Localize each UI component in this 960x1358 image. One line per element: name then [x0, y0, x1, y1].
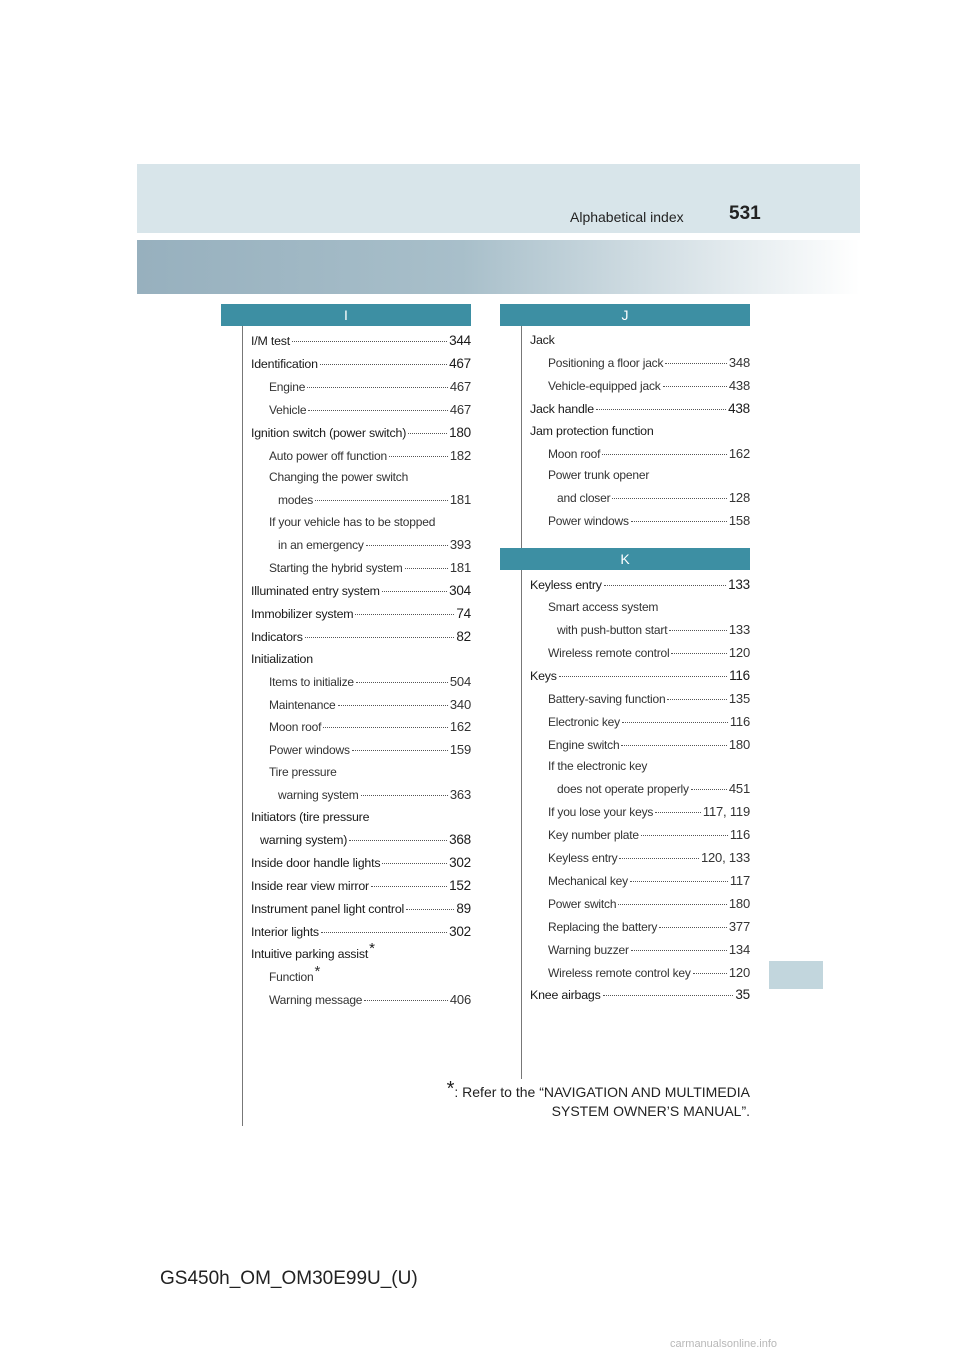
- index-entry: [530, 824, 750, 847]
- index-entry-text: Keys: [530, 668, 557, 683]
- leader-dots: [338, 705, 448, 706]
- index-entry-text: Engine switch: [548, 737, 620, 752]
- index-entry: [530, 421, 750, 443]
- index-entry-text: Moon roof: [269, 720, 322, 735]
- leader-dots: [691, 789, 727, 790]
- leader-dots: [663, 386, 727, 387]
- index-entry-text: Wireless remote control: [548, 645, 670, 660]
- index-entry-page: 152: [449, 877, 471, 893]
- index-entry-text: Inside rear view mirror: [251, 878, 369, 893]
- index-entry: [251, 875, 471, 898]
- index-entry-page: 302: [449, 854, 471, 870]
- index-column-right: [521, 304, 750, 1007]
- leader-dots: [665, 363, 727, 364]
- leader-dots: [320, 364, 447, 365]
- index-entry: [251, 739, 471, 762]
- leader-dots: [349, 840, 447, 841]
- index-entry: [251, 716, 471, 739]
- index-entry: [530, 375, 750, 398]
- index-list-i: [242, 326, 471, 1012]
- leader-dots: [356, 682, 448, 683]
- leader-dots: [630, 881, 728, 882]
- index-entry: [251, 762, 471, 784]
- index-entry: [530, 847, 750, 870]
- index-entry-page: 438: [728, 377, 750, 393]
- index-entry-page: 180: [728, 895, 750, 911]
- leader-dots: [671, 653, 726, 654]
- index-entry: [251, 603, 471, 626]
- index-entry-text: Vehicle: [269, 402, 307, 417]
- index-entry-text: Keyless entry: [530, 578, 602, 593]
- index-entry-text: Instrument panel light control: [251, 901, 405, 916]
- leader-dots: [321, 932, 447, 933]
- index-entry-text: Power windows: [269, 743, 350, 758]
- index-entry-text: Replacing the battery: [548, 919, 658, 934]
- section-banner: [137, 240, 860, 294]
- footnote-star: *: [314, 963, 321, 981]
- index-entry-text: Key number plate: [548, 828, 639, 843]
- index-entry-text: Function: [269, 970, 314, 985]
- leader-dots: [408, 433, 447, 434]
- index-entry-text: Warning buzzer: [548, 942, 629, 957]
- leader-dots: [621, 745, 726, 746]
- index-entry-text: Ignition switch (power switch): [251, 425, 407, 440]
- index-entry-page: 180: [728, 736, 750, 752]
- index-entry-text: and closer: [557, 491, 611, 506]
- index-entry: [530, 778, 750, 801]
- index-entry-page: 348: [728, 354, 750, 370]
- watermark: carmanualsonline.info: [670, 1338, 778, 1350]
- index-entry-text: If you lose your keys: [548, 805, 654, 820]
- index-entry-text: Auto power off function: [269, 448, 387, 463]
- index-entry-text: modes: [278, 493, 314, 508]
- leader-dots: [622, 722, 728, 723]
- leader-dots: [382, 863, 447, 864]
- index-entry-page: 504: [449, 673, 471, 689]
- index-entry: [251, 784, 471, 807]
- leader-dots: [631, 950, 727, 951]
- index-entry-page: 120, 133: [700, 850, 750, 866]
- index-entry-text: Vehicle-equipped jack: [548, 378, 661, 393]
- leader-dots: [612, 498, 727, 499]
- index-entry-text: Jack handle: [530, 401, 594, 416]
- index-entry: [251, 898, 471, 921]
- index-entry-page: 82: [456, 628, 471, 644]
- index-entry: [530, 465, 750, 487]
- leader-dots: [389, 456, 448, 457]
- leader-dots: [406, 909, 454, 910]
- index-entry-page: 406: [449, 992, 471, 1008]
- index-entry: [251, 489, 471, 512]
- index-entry-page: 340: [449, 696, 471, 712]
- index-entry-page: 134: [728, 941, 750, 957]
- index-entry: [530, 443, 750, 466]
- index-entry: [251, 921, 471, 944]
- index-entry-text: Warning message: [269, 993, 363, 1008]
- leader-dots: [307, 387, 448, 388]
- index-entry-text: Indicators: [251, 629, 303, 644]
- leader-dots: [669, 630, 727, 631]
- leader-dots: [655, 812, 701, 813]
- leader-dots: [305, 637, 455, 638]
- index-list-j: [521, 326, 750, 533]
- index-entry-page: 120: [728, 644, 750, 660]
- index-entry: [251, 989, 471, 1012]
- index-entry-text: Wireless remote control key: [548, 965, 691, 980]
- leader-dots: [619, 858, 699, 859]
- index-entry: [251, 671, 471, 694]
- leader-dots: [366, 545, 448, 546]
- index-entry-page: 74: [456, 605, 471, 621]
- leader-dots: [602, 454, 727, 455]
- leader-dots: [693, 973, 727, 974]
- index-entry-page: 377: [728, 918, 750, 934]
- index-entry-page: 35: [735, 987, 750, 1003]
- index-entry-text: Knee airbags: [530, 988, 601, 1003]
- index-column-left: [242, 304, 471, 1012]
- page-title: Alphabetical index: [570, 209, 684, 225]
- index-entry-text: in an emergency: [278, 538, 364, 553]
- index-entry-text: Immobilizer system: [251, 606, 354, 621]
- index-entry-text: I/M test: [251, 334, 291, 348]
- index-entry-text: Intuitive parking assist: [251, 947, 369, 962]
- index-entry-text: Maintenance: [269, 697, 336, 712]
- index-entry-text: warning system: [278, 788, 359, 803]
- index-entry-text: Engine: [269, 379, 306, 394]
- section-header-k: K: [500, 548, 750, 570]
- index-entry-text: Tire pressure: [269, 765, 337, 780]
- index-entry: [530, 510, 750, 533]
- leader-dots: [352, 750, 448, 751]
- chapter-side-tab: [769, 961, 823, 989]
- index-entry-page: 116: [729, 713, 750, 729]
- index-entry-page: 89: [456, 900, 471, 916]
- index-entry-text: If your vehicle has to be stopped: [269, 515, 436, 530]
- index-entry-page: 158: [728, 513, 750, 529]
- index-entry-page: 162: [449, 719, 471, 735]
- index-entry-text: Initialization: [251, 651, 313, 666]
- index-entry-page: 133: [728, 621, 750, 637]
- leader-dots: [631, 521, 727, 522]
- index-entry: [251, 807, 471, 829]
- index-entry-page: 363: [449, 787, 471, 803]
- index-entry: [530, 756, 750, 778]
- leader-dots: [596, 409, 726, 410]
- index-entry-text: Keyless entry: [548, 851, 618, 866]
- index-entry: [530, 487, 750, 510]
- leader-dots: [618, 904, 727, 905]
- index-entry-page: 467: [449, 355, 471, 371]
- leader-dots: [355, 614, 454, 615]
- footnote-line-1: : Refer to the “NAVIGATION AND MULTIMEDIA: [454, 1084, 750, 1100]
- index-entry-text: Inside door handle lights: [251, 855, 381, 870]
- index-entry: [530, 597, 750, 619]
- footnote-line-2: SYSTEM OWNER’S MANUAL”.: [551, 1103, 750, 1119]
- index-entry: [251, 376, 471, 399]
- document-code: GS450h_OM_OM30E99U_(U): [160, 1268, 418, 1289]
- index-entry-page: 368: [449, 831, 471, 847]
- index-entry-page: 135: [728, 690, 750, 706]
- index-entry-page: 304: [449, 582, 471, 598]
- footnote-star: *: [446, 1078, 455, 1101]
- index-entry-text: Changing the power switch: [269, 470, 409, 485]
- index-entry-page: 302: [449, 923, 471, 939]
- index-entry: [530, 574, 750, 597]
- index-entry-text: Jam protection function: [530, 423, 654, 438]
- leader-dots: [361, 795, 448, 796]
- leader-dots: [659, 927, 727, 928]
- index-entry-text: Illuminated entry system: [251, 583, 380, 598]
- section-header-i: I: [221, 304, 471, 326]
- footnote: [400, 1078, 750, 1121]
- index-entry: [251, 852, 471, 875]
- index-entry: [530, 916, 750, 939]
- index-entry-page: 451: [728, 781, 750, 797]
- index-entry-page: 117: [729, 872, 750, 888]
- index-entry: [530, 688, 750, 711]
- index-entry: [251, 557, 471, 580]
- index-entry: [530, 734, 750, 757]
- index-entry-text: Mechanical key: [548, 873, 628, 888]
- page-number: 531: [729, 203, 761, 224]
- index-entry-text: with push-button start: [557, 622, 668, 637]
- leader-dots: [667, 699, 726, 700]
- index-entry-page: 128: [728, 490, 750, 506]
- index-entry: [251, 694, 471, 717]
- index-entry: [251, 512, 471, 534]
- index-entry-text: Power trunk opener: [548, 468, 650, 483]
- index-entry: [530, 939, 750, 962]
- index-entry-page: 181: [449, 560, 471, 576]
- index-entry-page: 438: [728, 400, 750, 416]
- index-entry-text: does not operate properly: [557, 782, 689, 797]
- index-entry-page: 133: [728, 577, 750, 593]
- index-entry-text: Battery-saving function: [548, 691, 666, 706]
- index-entry-page: 117, 119: [702, 804, 750, 820]
- leader-dots: [382, 591, 447, 592]
- index-entry-text: Electronic key: [548, 714, 620, 729]
- leader-dots: [559, 676, 727, 677]
- index-entry: [530, 665, 750, 688]
- index-entry: [251, 399, 471, 422]
- index-entry: [530, 642, 750, 665]
- leader-dots: [308, 410, 448, 411]
- index-entry: [251, 353, 471, 376]
- index-entry: [530, 711, 750, 734]
- index-entry-text: Smart access system: [548, 600, 659, 615]
- index-entry-page: 116: [729, 827, 750, 843]
- leader-dots: [315, 500, 448, 501]
- index-entry-page: 180: [449, 424, 471, 440]
- index-entry-page: 116: [729, 667, 750, 683]
- leader-dots: [323, 727, 448, 728]
- index-entry-text: Jack: [530, 333, 555, 347]
- index-entry-text: Power windows: [548, 514, 629, 529]
- index-entry-text: Interior lights: [251, 924, 319, 939]
- index-entry: [530, 619, 750, 642]
- index-list-k: [521, 570, 750, 1007]
- index-entry: [530, 330, 750, 352]
- index-entry-text: If the electronic key: [548, 759, 648, 774]
- index-entry-text: Moon roof: [548, 446, 601, 461]
- index-entry: [530, 398, 750, 421]
- index-entry-page: 120: [728, 964, 750, 980]
- section-header-j: J: [500, 304, 750, 326]
- index-entry-text: Items to initialize: [269, 674, 354, 689]
- index-entry: [530, 984, 750, 1007]
- leader-dots: [371, 886, 447, 887]
- index-entry: [251, 445, 471, 468]
- index-entry-text: warning system): [260, 832, 348, 847]
- index-entry-text: Positioning a floor jack: [548, 355, 664, 370]
- footnote-star: *: [369, 940, 375, 958]
- index-entry-text: Starting the hybrid system: [269, 561, 403, 576]
- leader-dots: [405, 568, 448, 569]
- leader-dots: [604, 585, 726, 586]
- leader-dots: [603, 995, 734, 996]
- index-entry-page: 344: [449, 333, 471, 348]
- index-entry-page: 181: [449, 492, 471, 508]
- index-entry: [251, 534, 471, 557]
- index-entry-page: 467: [449, 378, 471, 394]
- index-entry-page: 182: [449, 447, 471, 463]
- index-entry: [251, 467, 471, 489]
- index-entry: [251, 330, 471, 353]
- index-entry-page: 159: [449, 742, 471, 758]
- index-entry: [251, 940, 471, 966]
- index-entry-page: 467: [449, 401, 471, 417]
- index-entry-text: Identification: [251, 356, 318, 371]
- index-entry: [530, 801, 750, 824]
- index-entry: [251, 963, 471, 989]
- index-entry: [530, 962, 750, 985]
- leader-dots: [641, 835, 728, 836]
- index-entry: [530, 870, 750, 893]
- leader-dots: [292, 341, 447, 342]
- index-entry: [530, 352, 750, 375]
- index-entry-page: 393: [449, 537, 471, 553]
- index-entry: [251, 829, 471, 852]
- index-entry: [530, 893, 750, 916]
- index-entry: [251, 422, 471, 445]
- index-entry: [251, 649, 471, 671]
- index-entry: [251, 580, 471, 603]
- index-entry-text: Initiators (tire pressure: [251, 810, 370, 825]
- index-entry-text: Power switch: [548, 896, 617, 911]
- index-entry-page: 162: [728, 445, 750, 461]
- leader-dots: [364, 1000, 448, 1001]
- index-entry: [251, 626, 471, 649]
